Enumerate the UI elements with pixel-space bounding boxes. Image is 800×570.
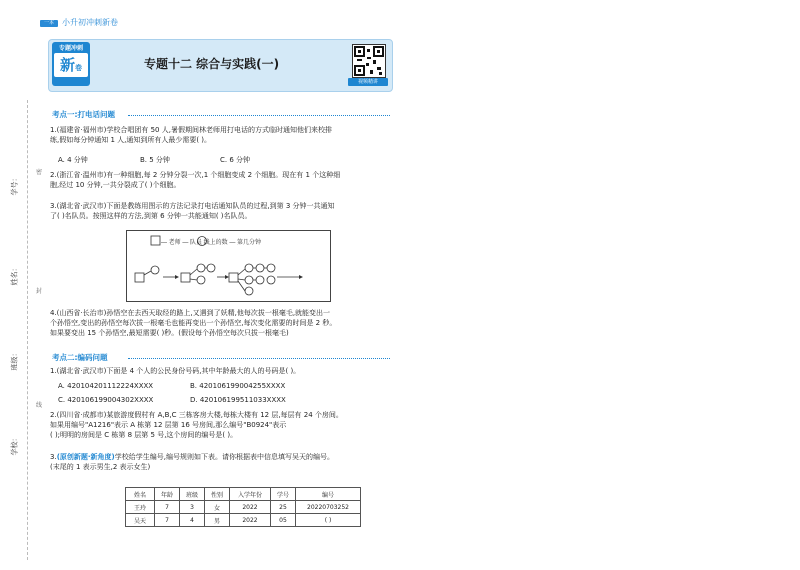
th-gender: 性别 (205, 488, 230, 501)
top-bar (0, 0, 800, 30)
th-age: 年龄 (155, 488, 180, 501)
question-7: 3.(原创新题·新角度)学校给学生编号,编号规则如下表。请你根据表中信息填写吴天的编号。 (末尾的 1 表示男生,2 表示女生) (50, 453, 334, 471)
question-3-line2: 了( )名队员。按照这样的方法,到第 6 分钟一共能通知( )名队员。 (50, 212, 252, 220)
question-1-line2: 练,假如每分钟通知 1 人,通知到所有人最少需要( )。 (50, 136, 212, 144)
question-2-line1: 2.(浙江省·温州市)有一种细胞,每 2 分钟分裂一次,1 个细胞变成 2 个细胞。现在有 1 个这种细 (50, 171, 341, 179)
question-4-line1: 4.(山西省·长治市)孙悟空在去西天取经的路上,又遇到了妖精,他每次拔一根毫毛,就能变出一 (50, 309, 331, 317)
cell: 男 (205, 514, 230, 527)
th-code: 编号 (296, 488, 361, 501)
cell: 20220703252 (296, 501, 361, 514)
name-label: 姓名： (10, 264, 19, 286)
th-name: 姓名 (126, 488, 155, 501)
question-6-line3: ( );明明的房间是 C 栋第 8 层第 5 号,这个房间的编号是( )。 (50, 431, 238, 439)
question-7-tag: (原创新题·新角度) (56, 453, 115, 461)
question-4 (50, 308, 336, 338)
section-title-1: 考点一:打电话问题 (52, 110, 115, 119)
cell: 7 (155, 514, 180, 527)
q1-option-b: B. 5 分钟 (140, 156, 170, 164)
q5-option-c: C. 420106199004302XXXX (58, 396, 154, 404)
cell: 05 (271, 514, 296, 527)
legend-text: — 老师 — 队员 线上的数 — 第几分钟 (161, 240, 262, 246)
fold-mark-1: 密 (36, 169, 43, 176)
student-code-table (125, 487, 361, 527)
q5-option-a: A. 420104201112224XXXX (58, 382, 154, 390)
cell: 2022 (230, 514, 271, 527)
fold-mark-3: 线 (36, 402, 43, 409)
th-no: 学号 (271, 488, 296, 501)
answer-cell[interactable]: ( ) (296, 514, 361, 527)
cell: 3 (180, 501, 205, 514)
question-7-line1: 学校给学生编号,编号规则如下表。请你根据表中信息填写吴天的编号。 (114, 453, 334, 461)
legend-teacher-icon (151, 236, 160, 245)
question-5 (50, 366, 300, 376)
cell: 女 (205, 501, 230, 514)
question-6-line1: 2.(四川省·成都市)某旅游度假村有 A,B,C 三栋客房大楼,每栋大楼有 12 层,每层有 24 个房间。 (50, 411, 343, 419)
q5-option-d: D. 420106199511033XXXX (190, 396, 286, 404)
qr-pattern (353, 45, 385, 77)
school-label: 学校： (10, 434, 19, 456)
logo-main (54, 53, 88, 77)
question-2-line2: 胞,经过 10 分钟,一共分裂成了( )个细胞。 (50, 181, 181, 189)
series-title: 小升初冲刺新卷 (62, 18, 118, 27)
class-label: 班级： (10, 349, 19, 371)
cell: 吴天 (126, 514, 155, 527)
q1-option-c: C. 6 分钟 (220, 156, 251, 164)
logo-top-text: 专题冲刺 (58, 45, 83, 52)
question-5-line1: 1.(湖北省·武汉市)下面是 4 个人的公民身份号码,其中年龄最大的人的号码是( )。 (50, 367, 301, 375)
question-7-line2: (末尾的 1 表示男生,2 表示女生) (50, 463, 151, 471)
question-3-line1: 3.(湖北省·武汉市)下面是教练用图示的方法记录打电话通知队员的过程,到第 3 分钟一共通知 (50, 202, 335, 210)
phone-tree-diagram (126, 230, 331, 302)
question-2 (50, 170, 340, 190)
question-6 (50, 410, 343, 440)
cell: 7 (155, 501, 180, 514)
question-3 (50, 201, 335, 221)
cell: 王玲 (126, 501, 155, 514)
cell: 2022 (230, 501, 271, 514)
student-no-label: 学号： (10, 174, 19, 196)
table-row (126, 514, 361, 527)
cell: 4 (180, 514, 205, 527)
logo-sub-char: 卷 (75, 64, 82, 72)
series-badge: 一本 (40, 20, 58, 27)
qr-code-icon[interactable] (352, 44, 386, 78)
phone-tree-svg (127, 231, 330, 301)
question-4-line2: 个孙悟空,变出的孙悟空每次拔一根毫毛也能再变出一个孙悟空,每次变化需要的时间是 2 秒。 (50, 319, 337, 327)
th-year: 入学年份 (230, 488, 271, 501)
section-divider-1 (128, 115, 390, 116)
question-4-line3: 如果要变出 15 个孙悟空,最短需要( )秒。(假设每个孙悟空每次只拔一根毫毛) (50, 329, 289, 337)
question-6-line2: 如果用编号"A1216"表示 A 栋第 12 层第 16 号房间,那么编号"B0924"表示 (50, 421, 287, 429)
question-1 (50, 125, 332, 145)
th-class: 班级 (180, 488, 205, 501)
info-table (125, 487, 361, 527)
question-1-line1: 1.(福建省·福州市)学校合唱团有 50 人,暑假期间林老师用打电话的方式临时通知他们来校排 (50, 126, 332, 134)
qr-caption: 视频精讲 (348, 78, 388, 86)
section-divider-2 (128, 358, 390, 359)
q1-option-a: A. 4 分钟 (58, 156, 88, 164)
page-title: 专题十二 综合与实践(一) (144, 57, 280, 71)
table-row (126, 501, 361, 514)
section-title-2: 考点二:编码问题 (52, 353, 108, 362)
q5-option-b: B. 420106199004255XXXX (190, 382, 286, 390)
cell: 25 (271, 501, 296, 514)
binding-line (27, 100, 28, 560)
fold-mark-2: 封 (36, 288, 43, 295)
logo-main-char: 新 (59, 56, 75, 74)
